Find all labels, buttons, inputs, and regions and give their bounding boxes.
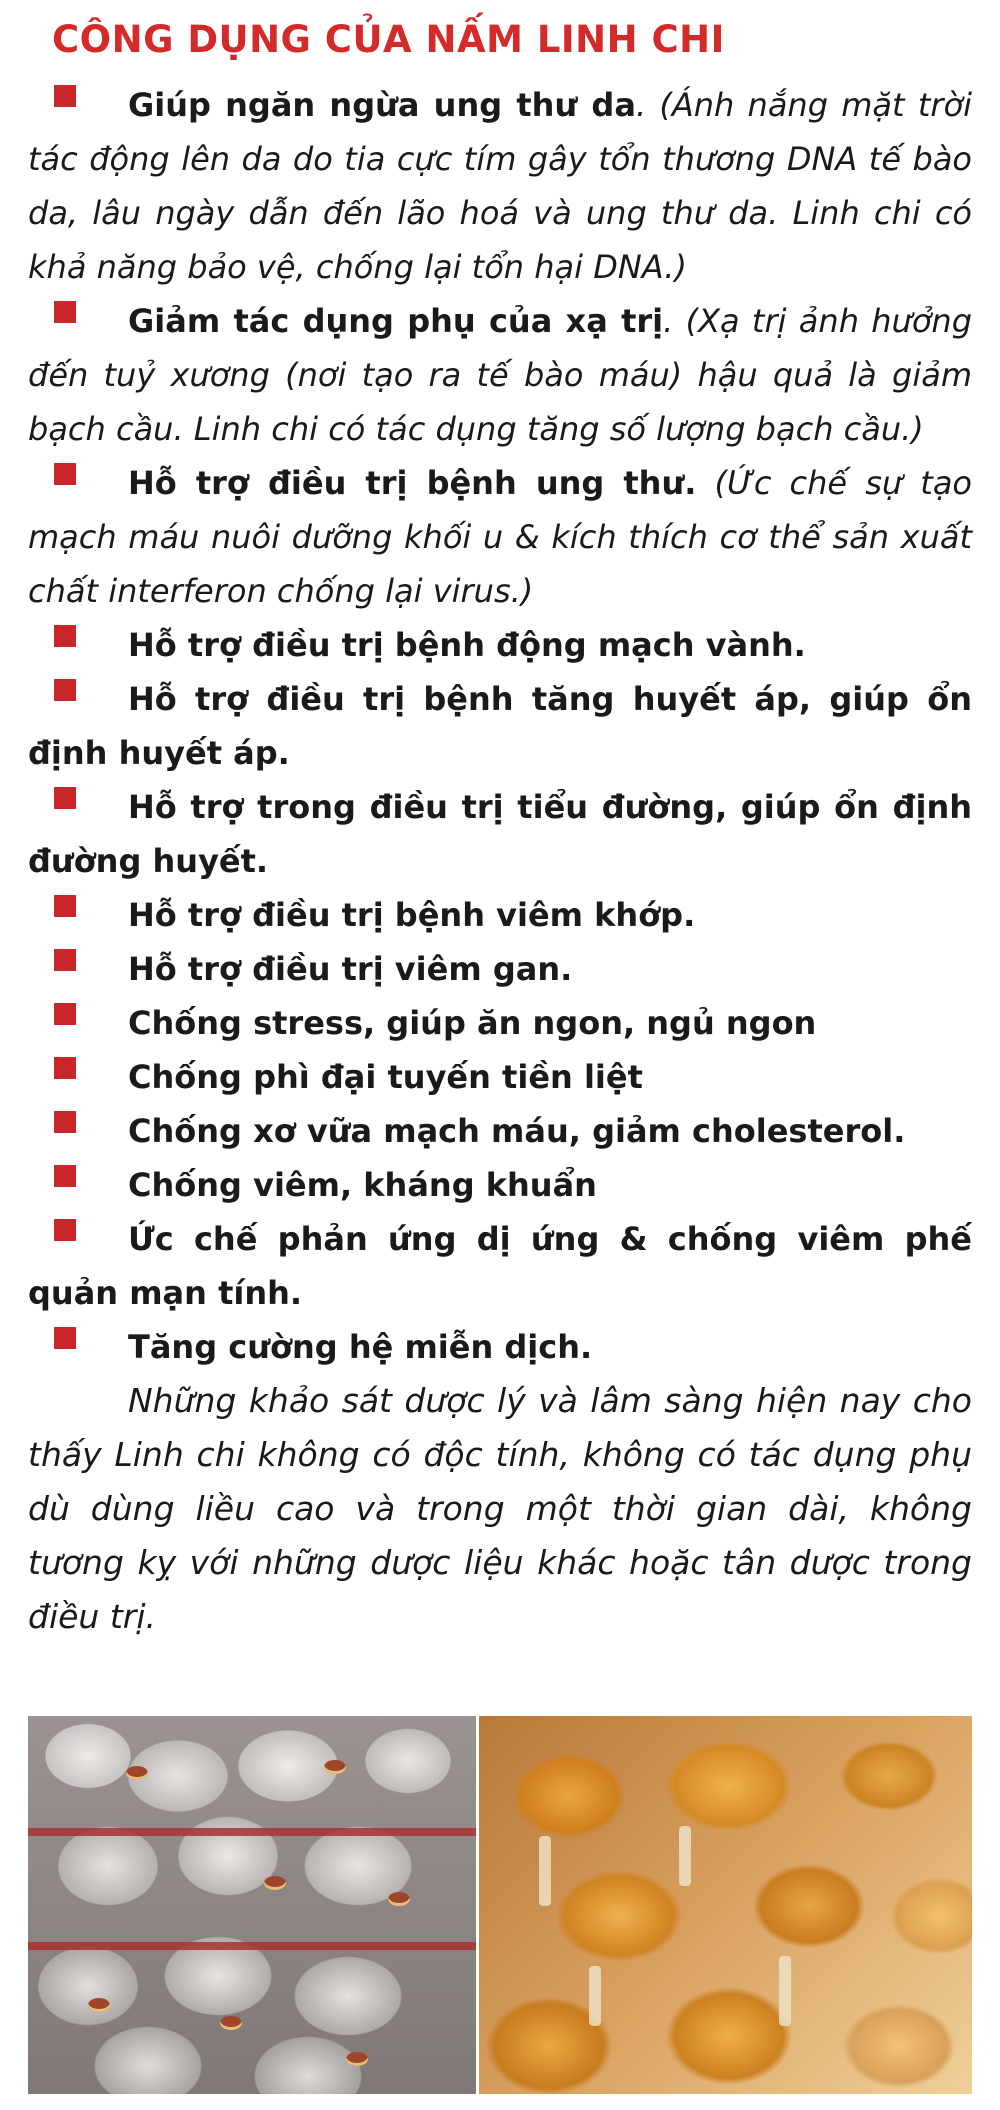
mushroom-stem — [589, 1966, 601, 2026]
list-item — [28, 1212, 972, 1320]
item-heading: Chống xơ vữa mạch máu, giảm cholesterol. — [128, 1112, 906, 1150]
square-bullet-icon — [54, 679, 76, 701]
list-item — [28, 1104, 972, 1158]
mushroom-cap — [264, 1876, 286, 1890]
item-note: . (Ánh nắng mặt trời tác động lên da do tia cực tím gây tổn thương DNA tế bào da, lâu ngày dẫn đến lão hoá và ung thư da. Linh chi có khả năng bảo vệ, chống lại tổn hại DNA.) — [28, 86, 973, 286]
mushroom-stem — [779, 1956, 791, 2026]
square-bullet-icon — [54, 85, 76, 107]
item-heading: Hỗ trợ điều trị viêm gan. — [128, 950, 573, 988]
item-heading: Giảm tác dụng phụ của xạ trị — [128, 302, 664, 340]
item-heading: Chống phì đại tuyến tiền liệt — [128, 1058, 643, 1096]
mushroom-cap — [346, 2052, 368, 2066]
list-item — [28, 78, 972, 294]
closing-paragraph: Những khảo sát dược lý và lâm sàng hiện nay cho thấy Linh chi không có độc tính, không có tác dụng phụ dù dùng liều cao và trong một thời gian dài, không tương kỵ với những dược liệu khác hoặc tân dược trong điều trị. — [28, 1381, 972, 1636]
item-heading: Hỗ trợ điều trị bệnh động mạch vành. — [128, 626, 806, 664]
square-bullet-icon — [54, 1057, 76, 1079]
square-bullet-icon — [54, 1327, 76, 1349]
item-heading: Ức chế phản ứng dị ứng & chống viêm phế quản mạn tính. — [28, 1220, 972, 1312]
list-item — [28, 942, 972, 996]
list-item — [28, 672, 972, 780]
square-bullet-icon — [54, 895, 76, 917]
item-heading: Hỗ trợ điều trị bệnh tăng huyết áp, giúp ổn định huyết áp. — [28, 680, 972, 772]
page-title: CÔNG DỤNG CỦA NẤM LINH CHI — [52, 18, 725, 61]
benefits-list — [28, 78, 972, 1644]
mushroom-stem — [539, 1836, 551, 1906]
lingzhi-closeup-photo — [479, 1716, 972, 2094]
square-bullet-icon — [54, 1003, 76, 1025]
shelf-rail — [28, 1828, 476, 1836]
item-note: . (Xạ trị ảnh hưởng đến tuỷ xương (nơi tạo ra tế bào máu) hậu quả là giảm bạch cầu. Linh chi có tác dụng tăng số lượng bạch cầu.) — [28, 302, 973, 448]
mushroom-cap — [388, 1892, 410, 1906]
item-heading: Tăng cường hệ miễn dịch. — [128, 1328, 593, 1366]
mushroom-cap — [324, 1760, 346, 1774]
list-item — [28, 618, 972, 672]
square-bullet-icon — [54, 787, 76, 809]
shelf-rail — [28, 1942, 476, 1950]
mushroom-cap — [126, 1766, 148, 1780]
list-item — [28, 456, 972, 618]
item-note: (Ức chế sự tạo mạch máu nuôi dưỡng khối u & kích thích cơ thể sản xuất chất interferon chống lại virus.) — [28, 464, 973, 610]
photo-strip — [28, 1716, 972, 2094]
list-item — [28, 1158, 972, 1212]
square-bullet-icon — [54, 463, 76, 485]
item-heading: Hỗ trợ điều trị bệnh viêm khớp. — [128, 896, 696, 934]
list-item — [28, 1320, 972, 1374]
mushroom-cap — [220, 2016, 242, 2030]
square-bullet-icon — [54, 625, 76, 647]
list-item — [28, 294, 972, 456]
item-heading: Chống stress, giúp ăn ngon, ngủ ngon — [128, 1004, 817, 1042]
item-heading: Hỗ trợ điều trị bệnh ung thư. — [128, 464, 697, 502]
square-bullet-icon — [54, 1165, 76, 1187]
mushroom-farm-photo — [28, 1716, 476, 2094]
square-bullet-icon — [54, 949, 76, 971]
list-item — [28, 996, 972, 1050]
item-heading: Chống viêm, kháng khuẩn — [128, 1166, 597, 1204]
mushroom-stem — [679, 1826, 691, 1886]
mushroom-cap — [88, 1998, 110, 2012]
item-heading: Hỗ trợ trong điều trị tiểu đường, giúp ổn định đường huyết. — [28, 788, 972, 880]
square-bullet-icon — [54, 301, 76, 323]
list-item — [28, 780, 972, 888]
item-heading: Giúp ngăn ngừa ung thư da — [128, 86, 636, 124]
square-bullet-icon — [54, 1219, 76, 1241]
square-bullet-icon — [54, 1111, 76, 1133]
list-item — [28, 1050, 972, 1104]
list-item — [28, 888, 972, 942]
